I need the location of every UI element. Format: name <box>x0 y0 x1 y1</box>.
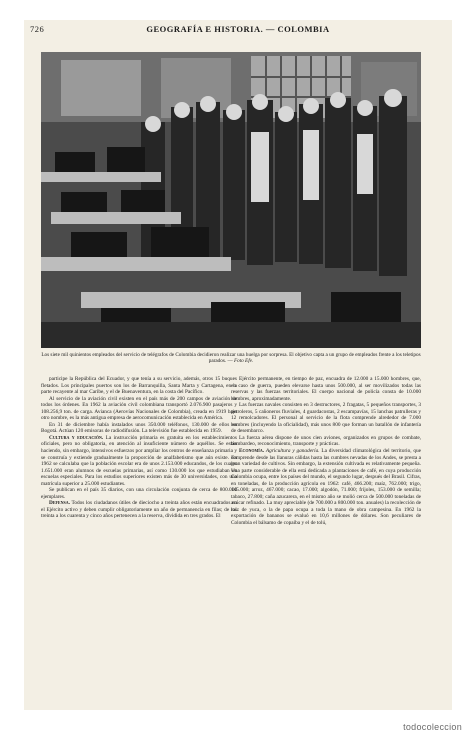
page-number: 726 <box>30 24 45 34</box>
caption-text: Los siete mil quinientos empleados del servicio de telégrafos de Colombia decidieron realizar una huelga por sorpresa. El objetivo capta a un grupo de empleados frente a los teletipos parados. — <box>41 352 421 365</box>
left-column <box>41 376 237 520</box>
section-text: La diversidad climatológica del territorio, que comprende desde las llanuras cálidas hasta las cumbres nevadas de los Andes, se presta a gran variedad de cultivos. Sin embargo, la extensión cultivada es relativamente pequeña. Una parte considerable de ella está dedicada a plantaciones de café, en cuya producción Colombia ocupa, entre los países del mundo, el segundo lugar, después del Brasil. Cifras, en toneladas, de la producción agrícola en 1962: café, 466.200; maíz, 762.000; trigo, 145.000; arroz, 467.000; cacao, 17.000; algodón, 71.000; frijoles, 153.000 de semilla; tabaco, 27.800; caña azucarera, en el mismo año se molió cerca de 500.000 toneladas de azúcar refinado. La muy apreciable (de 700.000 a 800.000 ton. anuales) la recolección de raíz de yuca, o la de papa ocupa a toda la mano de obra campesina. En 1962 la exportación de bananos se evaluó en 10,6 millones de dólares. Son peculiares de Colombia el bálsamo de copaiba y el de tolú, <box>231 448 422 527</box>
paragraph: Se publican en el país 35 diarios, con una circulación conjunta de cerca de 800.000 ejemplares. <box>41 487 237 500</box>
paragraph: Las fuerzas navales consisten en 3 destructores, 2 fragatas, 5 pequeños transportes, 3 petroleros, 5 cañoneros fluviales, 4 guardacostas, 2 escampavías, 15 lanchas patrulleras y 12 remolcadores. El personal al servicio de la flota comprende alrededor de 7.000 hombres (incluyendo la oficialidad), más unos 800 que forman un batallón de infantería de desembarco. <box>231 402 421 435</box>
culture-paragraph <box>41 435 237 487</box>
news-photo <box>41 52 421 348</box>
paragraph: Al servicio de la aviación civil existen en el país más de 200 campos de aviación de todos los órdenes. En 1962 la aviación civil colombiana transportó 2.076.900 pasajeros y 108.256,9 ton. de carga. Avianca (Aerovías Nacionales de Colombia), creada en 1919 bajo otro nombre, es la más antigua empresa de aerocomunicación establecida en América. <box>41 395 237 422</box>
defense-paragraph <box>41 500 237 520</box>
running-title: GEOGRAFÍA E HISTORIA. — COLOMBIA <box>146 24 330 34</box>
section-text: Todos los ciudadanos útiles de dieciocho a treinta años están encuadrados en el Ejército activo y deben cumplir obligatoriamente un año de permanencia en filas; de los treinta a los cuarenta y cinco años pertenecen a la reserva, dividida en tres grados. El <box>41 500 237 520</box>
paragraph: La fuerza aérea dispone de unos cien aviones, organizados en grupos de combate, bombardeo, reconocimiento, transporte y prácticas. <box>231 434 421 448</box>
paragraph: En 31 de diciembre había instalados unos 350.000 teléfonos, 130.000 de ellos en Bogotá. Actúan 120 emisoras de radiodifusión. La televisión fue establecida en 1959. <box>41 421 237 435</box>
photo-caption <box>41 352 421 365</box>
photo-illustration <box>41 52 421 348</box>
paragraph: Ejército permanente, en tiempo de paz, encuadra de 12.000 a 15.000 hombres, que, en caso de guerra, pueden elevarse hasta unos 500.000, al ser movilizados todas las reservas y las fuerzas territoriales. El cuerpo nacional de policía consta de 10.000 hombres, aproximadamente. <box>231 376 421 402</box>
right-column <box>231 376 421 527</box>
section-subheading: Agricultura y ganadería. <box>265 448 320 455</box>
running-header <box>30 24 446 38</box>
watermark: todocoleccion <box>403 722 462 732</box>
section-text: La instrucción primaria es gratuita en los establecimientos oficiales, pero no obligatoria, en atención al insuficiente número de aquéllos. Se están haciendo, sin embargo, intensivos esfuerzos por ampliar los centros de enseñanza primaria y se construía y extiende gradualmente la proporción de analfabetismo que aún existe. En 1962 se calculaba que la población escolar era de unos 2.153.000 educandos, de los cuales 1.651.000 eran alumnos de escuelas primarias, así como 130.000 los que estudiaban en escuelas especiales. Para los estudios superiores existen más de 30 universidades, con una matrícula superior a 25.000 estudiantes. <box>41 434 237 487</box>
section-heading: Cultura y educación. <box>49 434 104 441</box>
photo-credit: Foto Efe. <box>233 358 254 365</box>
section-heading: Economía. <box>239 448 265 455</box>
section-heading: Defensa. <box>49 500 70 507</box>
economy-paragraph <box>231 448 421 527</box>
paragraph: participe la República del Ecuador, y que tenía a su servicio, además, otros 15 buques fletados. Los principales puertos son los de Barranquilla, Santa Marta y Cartagena, en la parte recayente al mar Caribe, y el de Buenaventura, en la costa del Pacífico. <box>41 376 237 396</box>
